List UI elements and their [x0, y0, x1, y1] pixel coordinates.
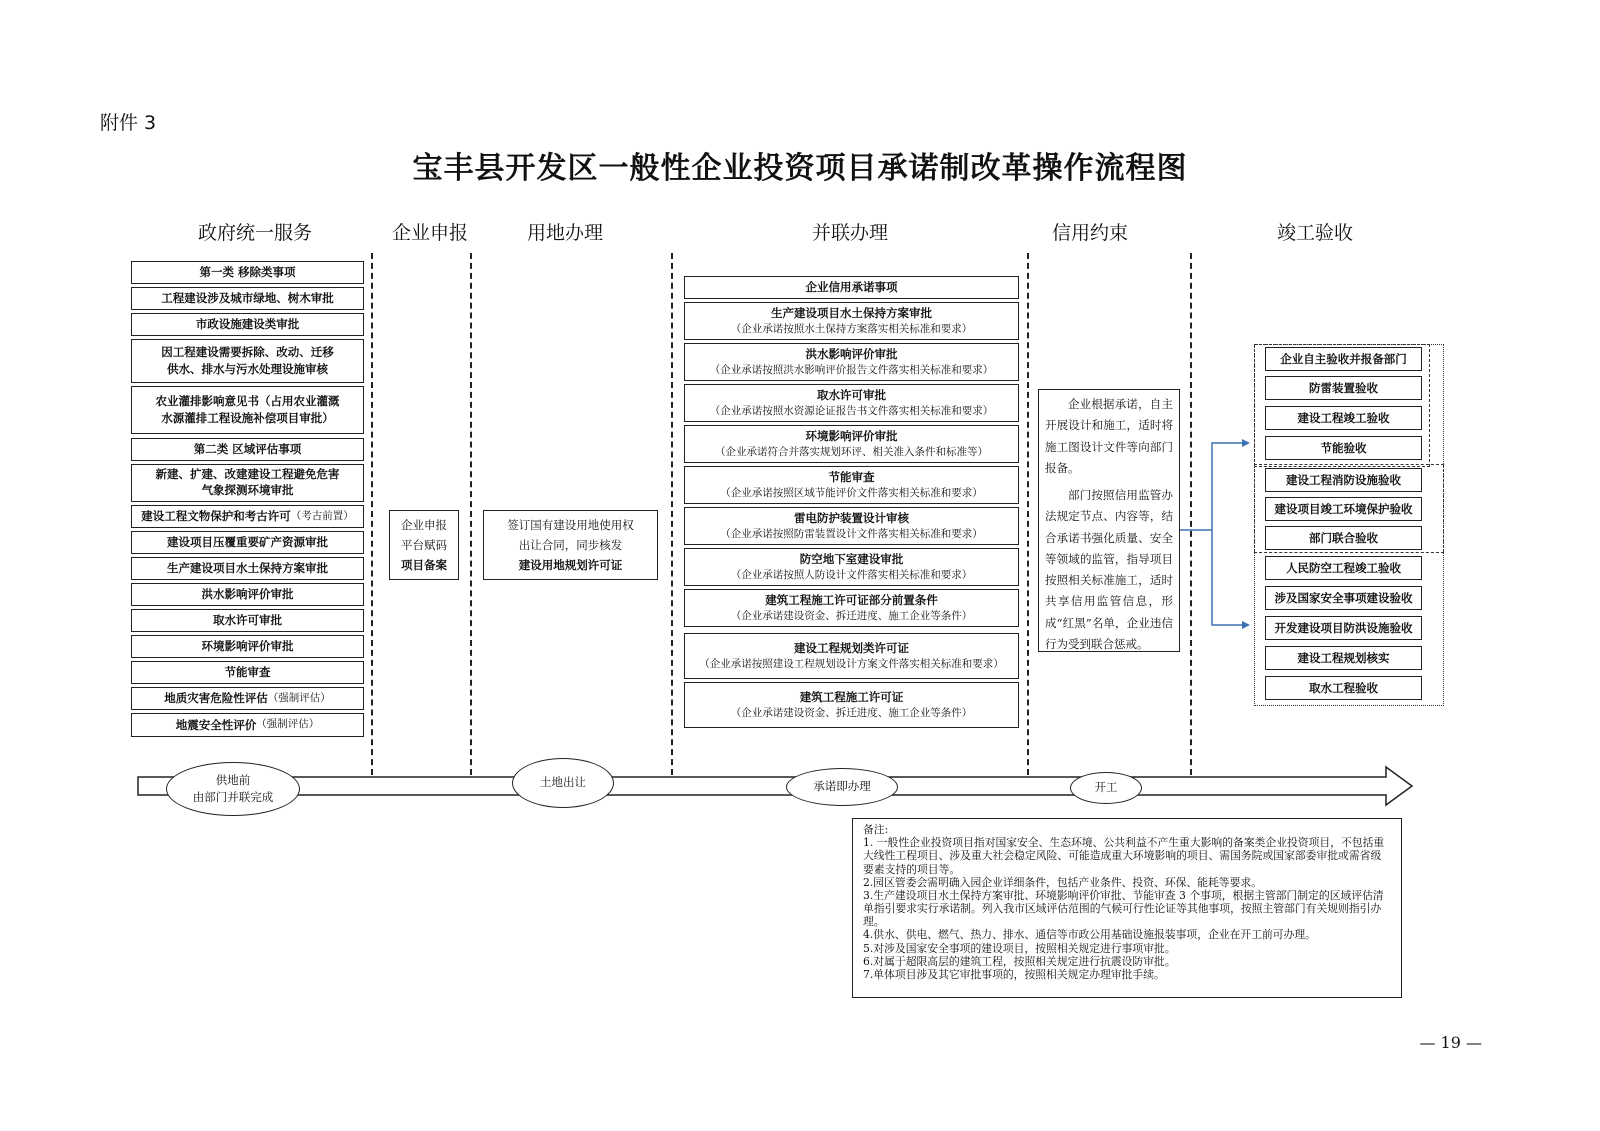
credit-box: 企业根据承诺，自主开展设计和施工，适时将施工图设计文件等向部门报备。 部门按照信用监管办法规定节点、内容等，结合承诺书强化质量、安全等领域的监管，指导项目按照相关标准施工，适时共享信用监管信息，形成“红黑”名单，企业违信行为受到联合惩戒。 [1038, 389, 1180, 652]
gov-item: 建设工程文物保护和考古许可 （考古前置） [131, 505, 364, 528]
gov-item: 生产建设项目水土保持方案审批 [131, 557, 364, 580]
parallel-item: 生产建设项目水土保持方案审批 （企业承诺按照水土保持方案落实相关标准和要求） [684, 302, 1019, 340]
separator-4 [1027, 253, 1029, 775]
acceptance-item: 部门联合验收 [1265, 526, 1422, 550]
gov-item: 地质灾害危险性评估 （强制评估） [131, 687, 364, 710]
notes-line: 3.生产建设项目水土保持方案审批、环境影响评价审批、节能审查 3 个事项，根据主管部门制定的区域评估清单指引要求实行承诺制。列入我市区域评估范围的气候可行性论证等其他事项，按照主管部门有关规则指引办理。 [863, 888, 1384, 929]
notes-title: 备注: [863, 823, 889, 836]
acceptance-item: 企业自主验收并报备部门 [1265, 347, 1422, 371]
stage-commit: 承诺即办理 [786, 768, 898, 806]
notes-line: 7.单体项目涉及其它审批事项的，按照相关规定办理审批手续。 [863, 967, 1165, 981]
gov-item: 地震安全性评价 （强制评估） [131, 713, 364, 737]
separator-3 [671, 253, 673, 775]
acceptance-item: 建设工程规划核实 [1265, 646, 1422, 670]
gov-item: 农业灌排影响意见书（占用农业灌溉 水源灌排工程设施补偿项目审批） [131, 386, 364, 434]
col-header-credit: 信用约束 [1051, 222, 1128, 244]
notes-line: 2.园区管委会需明确入园企业详细条件，包括产业条件、投资、环保、能耗等要求。 [863, 875, 1262, 889]
attachment-label: 附件 3 [100, 112, 157, 134]
acceptance-item: 节能验收 [1265, 436, 1422, 460]
col-header-gov: 政府统一服务 [197, 222, 312, 244]
branch-arrows [1180, 430, 1250, 630]
gov-item: 市政设施建设类审批 [131, 313, 364, 336]
parallel-header: 企业信用承诺事项 [684, 276, 1019, 299]
notes-line: 1. 一般性企业投资项目指对国家安全、生态环境、公共利益不产生重大影响的备案类企业投资项目，不包括重大线性工程项目、涉及重大社会稳定风险、可能造成重大环境影响的项目、需国务院或国家部委审批或需省级要素支持的项目等。 [863, 836, 1385, 876]
gov-item: 建设项目压覆重要矿产资源审批 [131, 531, 364, 554]
page-number: — 19 — [1419, 1033, 1482, 1052]
notes-line: 4.供水、供电、燃气、热力、排水、通信等市政公用基础设施报装事项，企业在开工前可办理。 [863, 928, 1316, 942]
parallel-item: 建设工程规划类许可证 （企业承诺按照建设工程规划设计方案文件落实相关标准和要求） [684, 633, 1019, 679]
parallel-item: 建筑工程施工许可证部分前置条件 （企业承诺建设资金、拆迁进度、施工企业等条件） [684, 589, 1019, 627]
acceptance-item: 涉及国家安全事项建设验收 [1265, 586, 1422, 610]
acceptance-item: 建设工程竣工验收 [1265, 406, 1422, 430]
parallel-item: 环境影响评价审批 （企业承诺符合并落实规划环评、相关准入条件和标准等） [684, 425, 1019, 463]
gov-cat2-header: 第二类 区域评估事项 [131, 438, 364, 461]
gov-item: 节能审查 [131, 661, 364, 684]
notes-line: 5.对涉及国家安全事项的建设项目，按照相关规定进行事项审批。 [863, 941, 1176, 955]
parallel-item: 洪水影响评价审批 （企业承诺按照洪水影响评价报告文件落实相关标准和要求） [684, 343, 1019, 381]
parallel-item: 建筑工程施工许可证 （企业承诺建设资金、拆迁进度、施工企业等条件） [684, 682, 1019, 728]
notes-line: 6.对属于超限高层的建筑工程，按照相关规定进行抗震设防审批。 [863, 954, 1176, 968]
gov-item: 因工程建设需要拆除、改动、迁移 供水、排水与污水处理设施审核 [131, 339, 364, 383]
gov-item: 新建、扩建、改建建设工程避免危害 气象探测环境审批 [131, 464, 364, 502]
separator-1 [371, 253, 373, 775]
acceptance-item: 取水工程验收 [1265, 676, 1422, 700]
acceptance-item: 建设工程消防设施验收 [1265, 468, 1422, 492]
land-box: 签订国有建设用地使用权 出让合同，同步核发 建设用地规划许可证 [483, 510, 658, 580]
stage-before-land: 供地前 由部门并联完成 [166, 762, 300, 816]
col-header-apply: 企业申报 [391, 222, 468, 244]
parallel-item: 雷电防护装置设计审核 （企业承诺按照防雷装置设计文件落实相关标准和要求） [684, 507, 1019, 545]
apply-box: 企业申报 平台赋码 项目备案 [389, 510, 459, 580]
col-header-land: 用地办理 [526, 222, 603, 244]
gov-item: 工程建设涉及城市绿地、树木审批 [131, 287, 364, 310]
gov-item: 取水许可审批 [131, 609, 364, 632]
gov-item: 环境影响评价审批 [131, 635, 364, 658]
acceptance-item: 开发建设项目防洪设施验收 [1265, 616, 1422, 640]
stage-land-transfer: 土地出让 [512, 758, 614, 808]
acceptance-item: 建设项目竣工环境保护验收 [1265, 497, 1422, 521]
gov-item: 洪水影响评价审批 [131, 583, 364, 606]
acceptance-item: 人民防空工程竣工验收 [1265, 556, 1422, 580]
page-title: 宝丰县开发区一般性企业投资项目承诺制改革操作流程图 [412, 151, 1188, 186]
parallel-item: 防空地下室建设审批 （企业承诺按照人防设计文件落实相关标准和要求） [684, 548, 1019, 586]
gov-cat1-header: 第一类 移除类事项 [131, 261, 364, 284]
parallel-item: 节能审查 （企业承诺按照区域节能评价文件落实相关标准和要求） [684, 466, 1019, 504]
notes-box [852, 818, 1402, 998]
acceptance-item: 防雷装置验收 [1265, 376, 1422, 400]
timeline-arrow [136, 765, 1416, 807]
col-header-parallel: 并联办理 [811, 222, 888, 244]
stage-start-construction: 开工 [1070, 772, 1142, 804]
parallel-item: 取水许可审批 （企业承诺按照水资源论证报告书文件落实相关标准和要求） [684, 384, 1019, 422]
col-header-acceptance: 竣工验收 [1276, 222, 1353, 244]
separator-2 [470, 253, 472, 775]
